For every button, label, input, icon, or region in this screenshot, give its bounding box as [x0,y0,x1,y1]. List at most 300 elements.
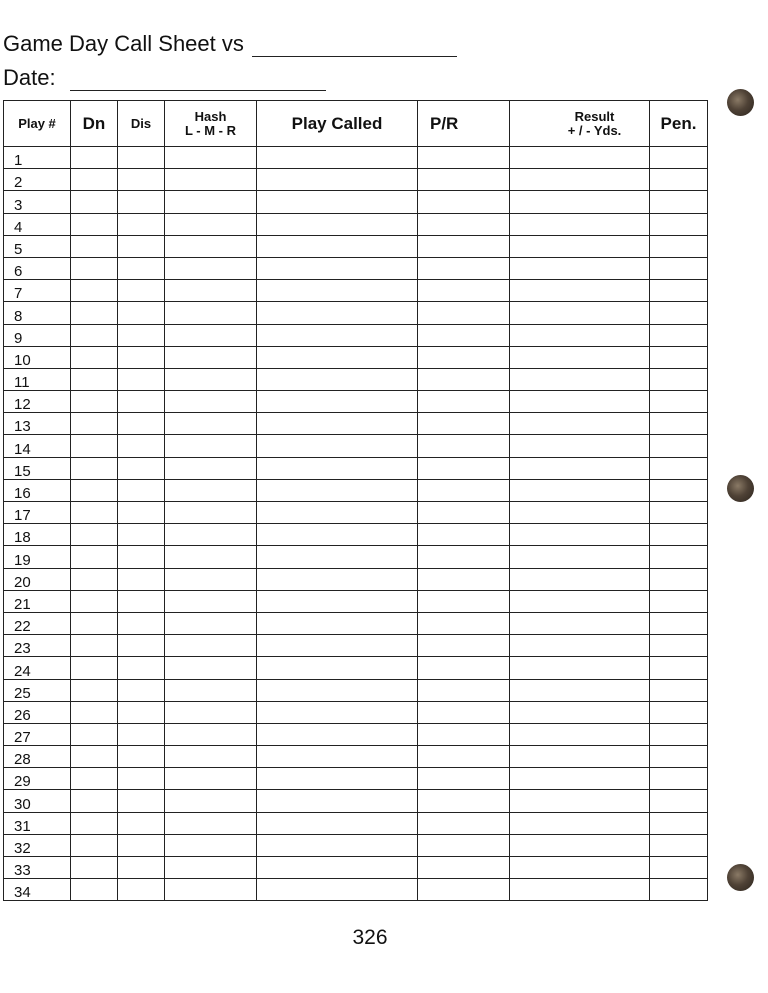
penalty-cell[interactable] [650,368,708,390]
down-cell[interactable] [71,324,118,346]
play-called-cell[interactable] [257,479,418,501]
play-called-cell[interactable] [257,612,418,634]
result-cell[interactable] [510,546,650,568]
penalty-cell[interactable] [650,147,708,169]
table-row [4,457,708,479]
penalty-cell[interactable] [650,657,708,679]
down-cell[interactable] [71,879,118,901]
penalty-cell[interactable] [650,723,708,745]
result-cell[interactable] [510,834,650,856]
pass-run-cell[interactable] [418,191,510,213]
distance-cell[interactable] [118,147,165,169]
hash-bottom: L - M - R [184,122,237,138]
penalty-cell[interactable] [650,302,708,324]
penalty-cell[interactable] [650,502,708,524]
result-cell[interactable] [510,457,650,479]
pass-run-cell[interactable] [418,768,510,790]
play-called-cell[interactable] [257,879,418,901]
hash-cell[interactable] [165,857,257,879]
penalty-cell[interactable] [650,235,708,257]
hash-cell[interactable] [165,635,257,657]
distance-cell[interactable] [118,213,165,235]
penalty-cell[interactable] [650,213,708,235]
penalty-cell[interactable] [650,679,708,701]
down-cell[interactable] [71,812,118,834]
table-row [4,590,708,612]
pass-run-cell[interactable] [418,213,510,235]
down-cell[interactable] [71,723,118,745]
play-called-cell[interactable] [257,746,418,768]
result-cell[interactable] [510,635,650,657]
play-called-cell[interactable] [257,191,418,213]
play-called-cell[interactable] [257,324,418,346]
pass-run-cell[interactable] [418,812,510,834]
distance-cell[interactable] [118,324,165,346]
play-called-cell[interactable] [257,280,418,302]
penalty-cell[interactable] [650,479,708,501]
play-number-cell: 24 [4,657,71,679]
pass-run-cell[interactable] [418,568,510,590]
play-called-cell[interactable] [257,147,418,169]
pass-run-cell[interactable] [418,391,510,413]
play-called-cell[interactable] [257,169,418,191]
down-cell[interactable] [71,302,118,324]
play-number-cell: 5 [4,235,71,257]
pass-run-cell[interactable] [418,746,510,768]
pass-run-cell[interactable] [418,657,510,679]
pass-run-cell[interactable] [418,413,510,435]
play-called-cell[interactable] [257,391,418,413]
play-called-cell[interactable] [257,413,418,435]
table-body [4,147,708,901]
play-called-cell[interactable] [257,768,418,790]
distance-cell[interactable] [118,568,165,590]
pass-run-cell[interactable] [418,857,510,879]
play-number-cell: 33 [4,857,71,879]
play-called-cell[interactable] [257,812,418,834]
down-cell[interactable] [71,413,118,435]
result-cell[interactable] [510,701,650,723]
play-number-cell: 23 [4,635,71,657]
distance-cell[interactable] [118,857,165,879]
play-called-cell[interactable] [257,657,418,679]
pass-run-cell[interactable] [418,701,510,723]
down-cell[interactable] [71,612,118,634]
distance-cell[interactable] [118,391,165,413]
hash-cell[interactable] [165,368,257,390]
hash-cell[interactable] [165,546,257,568]
down-cell[interactable] [71,280,118,302]
table-row [4,213,708,235]
hash-cell[interactable] [165,346,257,368]
hash-cell[interactable] [165,435,257,457]
date-blank-line[interactable] [70,70,326,91]
table-row [4,191,708,213]
down-cell[interactable] [71,834,118,856]
penalty-cell[interactable] [650,568,708,590]
pass-run-cell[interactable] [418,235,510,257]
result-cell[interactable] [510,191,650,213]
pass-run-cell[interactable] [418,679,510,701]
play-number-cell: 6 [4,257,71,279]
hash-cell[interactable] [165,768,257,790]
play-called-cell[interactable] [257,502,418,524]
distance-cell[interactable] [118,457,165,479]
down-cell[interactable] [71,524,118,546]
play-number-cell: 11 [4,368,71,390]
play-number-cell: 18 [4,524,71,546]
pass-run-cell[interactable] [418,834,510,856]
play-number-cell: 9 [4,324,71,346]
penalty-cell[interactable] [650,457,708,479]
hash-cell[interactable] [165,235,257,257]
penalty-cell[interactable] [650,280,708,302]
penalty-cell[interactable] [650,612,708,634]
play-called-cell[interactable] [257,546,418,568]
down-cell[interactable] [71,457,118,479]
pass-run-cell[interactable] [418,169,510,191]
pass-run-cell[interactable] [418,324,510,346]
result-cell[interactable] [510,368,650,390]
play-number-cell: 16 [4,479,71,501]
result-cell[interactable] [510,413,650,435]
col-play-number: Play # [4,101,71,147]
hash-cell[interactable] [165,457,257,479]
play-called-cell[interactable] [257,346,418,368]
result-cell[interactable] [510,435,650,457]
play-called-cell[interactable] [257,723,418,745]
play-called-cell[interactable] [257,679,418,701]
play-called-cell[interactable] [257,257,418,279]
play-number-cell: 1 [4,147,71,169]
pass-run-cell[interactable] [418,546,510,568]
result-cell[interactable] [510,346,650,368]
play-number-cell: 27 [4,723,71,745]
down-cell[interactable] [71,191,118,213]
play-called-cell[interactable] [257,834,418,856]
penalty-cell[interactable] [650,857,708,879]
table-row [4,768,708,790]
table-row [4,368,708,390]
distance-cell[interactable] [118,657,165,679]
down-cell[interactable] [71,768,118,790]
table-row [4,524,708,546]
table-row [4,257,708,279]
distance-cell[interactable] [118,502,165,524]
table-row [4,568,708,590]
table-row [4,479,708,501]
table-row [4,502,708,524]
distance-cell[interactable] [118,346,165,368]
hash-cell[interactable] [165,590,257,612]
play-called-cell[interactable] [257,435,418,457]
distance-cell[interactable] [118,590,165,612]
hash-cell[interactable] [165,834,257,856]
down-cell[interactable] [71,568,118,590]
opponent-blank-line[interactable] [252,36,457,57]
hash-cell[interactable] [165,280,257,302]
down-cell[interactable] [71,235,118,257]
pass-run-cell[interactable] [418,257,510,279]
down-cell[interactable] [71,435,118,457]
pass-run-cell[interactable] [418,790,510,812]
hash-cell[interactable] [165,524,257,546]
table-row [4,169,708,191]
date-label: Date: [3,65,56,90]
down-cell[interactable] [71,391,118,413]
table-row [4,723,708,745]
play-called-cell[interactable] [257,701,418,723]
pass-run-cell[interactable] [418,502,510,524]
pass-run-cell[interactable] [418,435,510,457]
play-called-cell[interactable] [257,213,418,235]
distance-cell[interactable] [118,790,165,812]
penalty-cell[interactable] [650,324,708,346]
result-cell[interactable] [510,657,650,679]
penalty-cell[interactable] [650,790,708,812]
pass-run-cell[interactable] [418,723,510,745]
hash-cell[interactable] [165,257,257,279]
penalty-cell[interactable] [650,257,708,279]
play-called-cell[interactable] [257,368,418,390]
distance-cell[interactable] [118,368,165,390]
distance-cell[interactable] [118,302,165,324]
hash-cell[interactable] [165,723,257,745]
distance-cell[interactable] [118,701,165,723]
distance-cell[interactable] [118,479,165,501]
result-cell[interactable] [510,590,650,612]
result-cell[interactable] [510,391,650,413]
distance-cell[interactable] [118,834,165,856]
penalty-cell[interactable] [650,191,708,213]
result-cell[interactable] [510,746,650,768]
distance-cell[interactable] [118,413,165,435]
hash-cell[interactable] [165,568,257,590]
pass-run-cell[interactable] [418,368,510,390]
hash-cell[interactable] [165,479,257,501]
distance-cell[interactable] [118,879,165,901]
result-cell[interactable] [510,280,650,302]
play-number-cell: 29 [4,768,71,790]
play-number-cell: 2 [4,169,71,191]
result-cell[interactable] [510,568,650,590]
down-cell[interactable] [71,590,118,612]
play-called-cell[interactable] [257,568,418,590]
result-cell[interactable] [510,857,650,879]
down-cell[interactable] [71,257,118,279]
hash-cell[interactable] [165,612,257,634]
play-number-cell: 25 [4,679,71,701]
result-cell[interactable] [510,257,650,279]
sheet-title-text: Game Day Call Sheet vs [3,31,244,56]
hash-cell[interactable] [165,391,257,413]
hash-cell[interactable] [165,790,257,812]
header-row [4,101,708,147]
result-cell[interactable] [510,612,650,634]
play-called-cell[interactable] [257,857,418,879]
distance-cell[interactable] [118,191,165,213]
pass-run-cell[interactable] [418,879,510,901]
penalty-cell[interactable] [650,812,708,834]
hash-cell[interactable] [165,302,257,324]
distance-cell[interactable] [118,169,165,191]
table-row [4,746,708,768]
pass-run-cell[interactable] [418,524,510,546]
result-cell[interactable] [510,502,650,524]
col-distance: Dis [118,101,165,147]
distance-cell[interactable] [118,280,165,302]
down-cell[interactable] [71,169,118,191]
pass-run-cell[interactable] [418,635,510,657]
table-row [4,546,708,568]
distance-cell[interactable] [118,235,165,257]
result-cell[interactable] [510,723,650,745]
col-down: Dn [71,101,118,147]
hash-cell[interactable] [165,413,257,435]
play-called-cell[interactable] [257,590,418,612]
play-number-cell: 28 [4,746,71,768]
down-cell[interactable] [71,502,118,524]
down-cell[interactable] [71,790,118,812]
play-number-cell: 17 [4,502,71,524]
hash-cell[interactable] [165,147,257,169]
penalty-cell[interactable] [650,169,708,191]
hash-cell[interactable] [165,746,257,768]
play-called-cell[interactable] [257,235,418,257]
result-bottom: + / - Yds. [567,122,622,138]
table-row [4,857,708,879]
distance-cell[interactable] [118,768,165,790]
play-number-cell: 7 [4,280,71,302]
hash-cell[interactable] [165,213,257,235]
hash-cell[interactable] [165,502,257,524]
pass-run-cell[interactable] [418,147,510,169]
hash-cell[interactable] [165,191,257,213]
hash-cell[interactable] [165,657,257,679]
penalty-cell[interactable] [650,879,708,901]
pass-run-cell[interactable] [418,302,510,324]
col-penalty: Pen. [650,101,708,147]
distance-cell[interactable] [118,812,165,834]
hash-cell[interactable] [165,324,257,346]
penalty-cell[interactable] [650,635,708,657]
play-called-cell[interactable] [257,302,418,324]
down-cell[interactable] [71,479,118,501]
table-row [4,413,708,435]
result-cell[interactable] [510,879,650,901]
table-row [4,280,708,302]
play-called-cell[interactable] [257,790,418,812]
play-number-cell: 13 [4,413,71,435]
result-cell[interactable] [510,235,650,257]
penalty-cell[interactable] [650,746,708,768]
hash-cell[interactable] [165,812,257,834]
down-cell[interactable] [71,546,118,568]
distance-cell[interactable] [118,679,165,701]
penalty-cell[interactable] [650,524,708,546]
table-row [4,812,708,834]
penalty-cell[interactable] [650,590,708,612]
down-cell[interactable] [71,701,118,723]
hash-cell[interactable] [165,679,257,701]
result-cell[interactable] [510,169,650,191]
down-cell[interactable] [71,857,118,879]
down-cell[interactable] [71,635,118,657]
penalty-cell[interactable] [650,701,708,723]
result-cell[interactable] [510,812,650,834]
distance-cell[interactable] [118,546,165,568]
play-called-cell[interactable] [257,635,418,657]
hash-cell[interactable] [165,701,257,723]
result-top: Result [574,108,615,124]
distance-cell[interactable] [118,435,165,457]
penalty-cell[interactable] [650,413,708,435]
result-cell[interactable] [510,302,650,324]
binder-hole-top [727,89,754,116]
penalty-cell[interactable] [650,768,708,790]
play-number-cell: 10 [4,346,71,368]
result-cell[interactable] [510,479,650,501]
penalty-cell[interactable] [650,346,708,368]
play-called-cell[interactable] [257,524,418,546]
result-cell[interactable] [510,679,650,701]
binder-hole-bottom [727,864,754,891]
pass-run-cell[interactable] [418,280,510,302]
pass-run-cell[interactable] [418,457,510,479]
result-cell[interactable] [510,324,650,346]
distance-cell[interactable] [118,524,165,546]
hash-cell[interactable] [165,879,257,901]
down-cell[interactable] [71,746,118,768]
play-number-cell: 26 [4,701,71,723]
sheet-title [3,31,457,57]
distance-cell[interactable] [118,746,165,768]
penalty-cell[interactable] [650,391,708,413]
down-cell[interactable] [71,657,118,679]
date-line [3,65,326,91]
penalty-cell[interactable] [650,546,708,568]
down-cell[interactable] [71,147,118,169]
table-row [4,701,708,723]
down-cell[interactable] [71,346,118,368]
distance-cell[interactable] [118,612,165,634]
pass-run-cell[interactable] [418,612,510,634]
result-cell[interactable] [510,790,650,812]
play-number-cell: 8 [4,302,71,324]
result-cell[interactable] [510,147,650,169]
result-cell[interactable] [510,768,650,790]
play-number-cell: 20 [4,568,71,590]
down-cell[interactable] [71,679,118,701]
table-row [4,657,708,679]
penalty-cell[interactable] [650,435,708,457]
down-cell[interactable] [71,213,118,235]
down-cell[interactable] [71,368,118,390]
play-called-cell[interactable] [257,457,418,479]
result-cell[interactable] [510,524,650,546]
result-cell[interactable] [510,213,650,235]
play-number-cell: 15 [4,457,71,479]
hash-cell[interactable] [165,169,257,191]
penalty-cell[interactable] [650,834,708,856]
col-pass-run: P/R [418,101,510,147]
pass-run-cell[interactable] [418,479,510,501]
pass-run-cell[interactable] [418,590,510,612]
pass-run-cell[interactable] [418,346,510,368]
distance-cell[interactable] [118,723,165,745]
distance-cell[interactable] [118,257,165,279]
distance-cell[interactable] [118,635,165,657]
